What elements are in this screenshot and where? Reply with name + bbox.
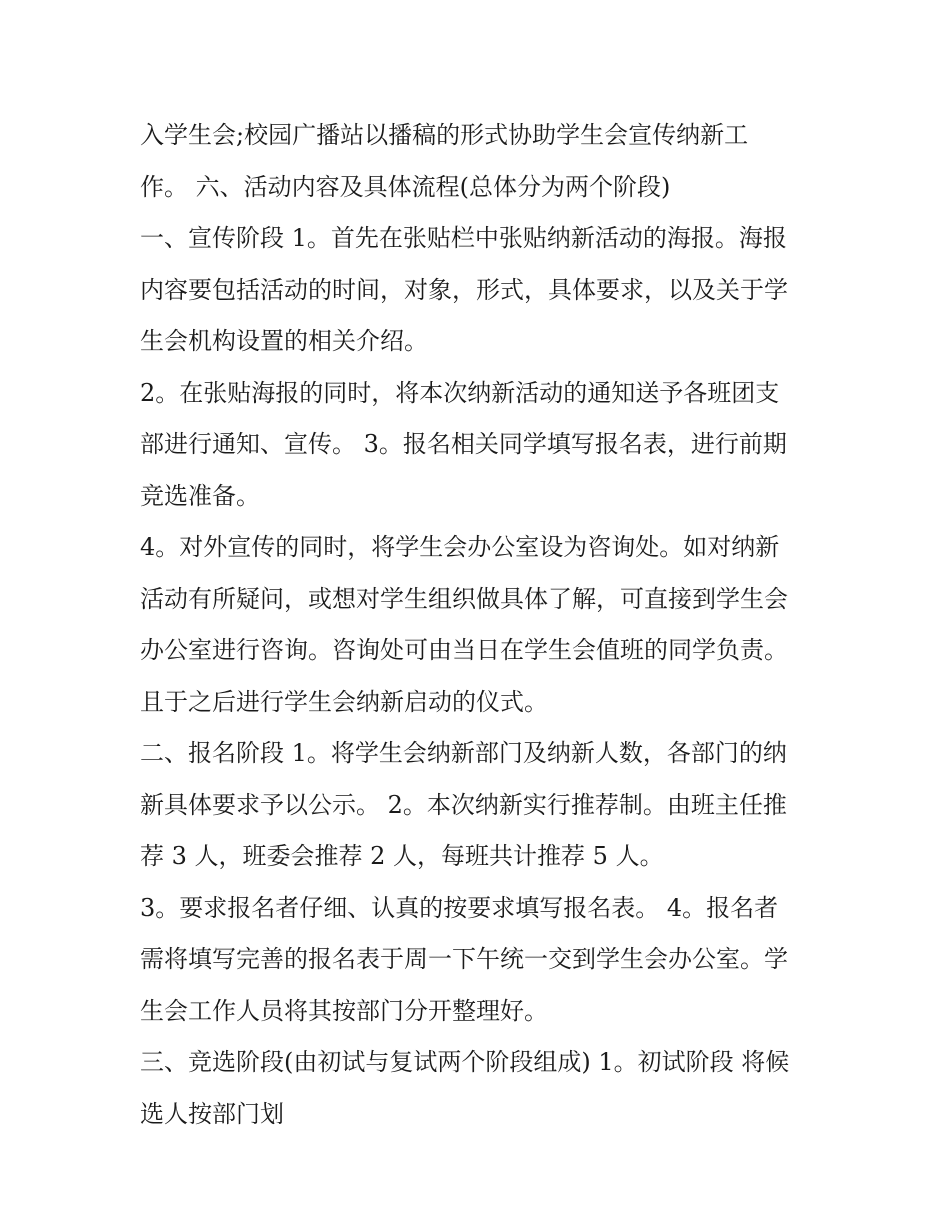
text-line: 且于之后进行学生会纳新启动的仪式。 <box>140 687 548 716</box>
text-line: 一、宣传阶段 1。首先在张贴栏中张贴纳新活动的海报。海报 <box>140 224 787 252</box>
text-line: 三、竞选阶段(由初试与复试两个阶段组成) 1。初试阶段 将候 <box>140 1048 790 1076</box>
text-line: 3。要求报名者仔细、认真的按要求填写报名表。 4。报名者 <box>140 893 779 922</box>
text-line: 竞选准备。 <box>140 481 260 510</box>
text-line: 二、报名阶段 1。将学生会纳新部门及纳新人数，各部门的纳 <box>140 739 787 767</box>
document-body <box>140 110 830 1140</box>
text-line: 生会机构设置的相关介绍。 <box>140 327 428 355</box>
text-line: 内容要包括活动的时间，对象，形式，具体要求，以及关于学 <box>140 275 788 304</box>
text-line: 2。在张贴海报的同时，将本次纳新活动的通知送予各班团支 <box>140 378 780 407</box>
text-line: 活动有所疑问，或想对学生组织做具体了解，可直接到学生会 <box>140 584 788 613</box>
text-line: 荐 3 人，班委会推荐 2 人，每班共计推荐 5 人。 <box>140 842 664 870</box>
text-line: 部进行通知、宣传。 3。报名相关同学填写报名表，进行前期 <box>140 430 787 458</box>
text-line: 生会工作人员将其按部门分开整理好。 <box>140 996 548 1025</box>
text-line: 办公室进行咨询。咨询处可由当日在学生会值班的同学负责。 <box>140 636 788 664</box>
text-line: 选人按部门划 <box>140 1099 284 1128</box>
text-line: 作。 六、活动内容及具体流程(总体分为两个阶段) <box>140 172 671 201</box>
text-line: 需将填写完善的报名表于周一下午统一交到学生会办公室。学 <box>140 945 788 973</box>
text-line: 4。对外宣传的同时，将学生会办公室设为咨询处。如对纳新 <box>140 533 780 561</box>
text-line: 新具体要求予以公示。 2。本次纳新实行推荐制。由班主任推 <box>140 790 787 819</box>
text-line: 入学生会;校园广播站以播稿的形式协助学生会宣传纳新工 <box>140 121 749 149</box>
